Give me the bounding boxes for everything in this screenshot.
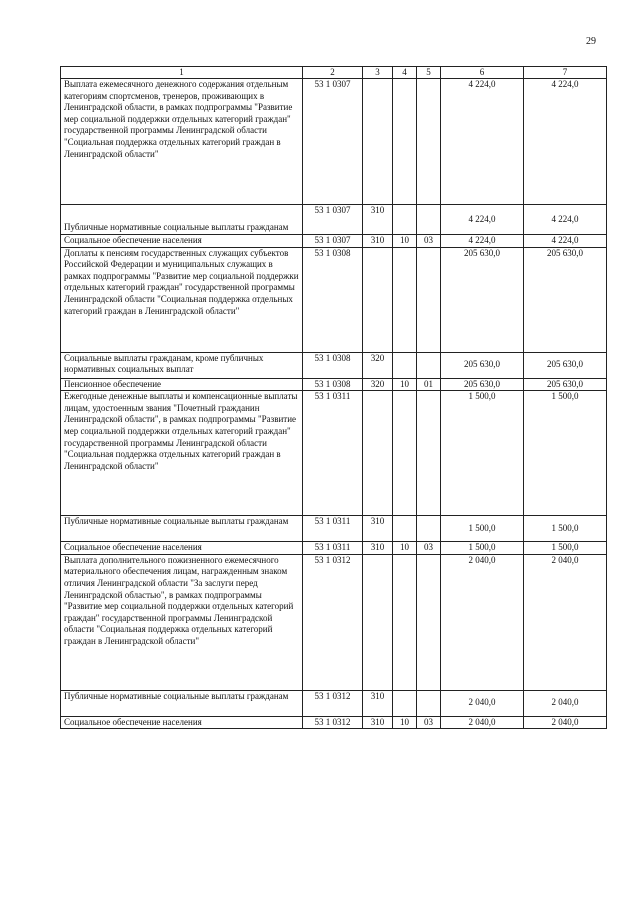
budget-table (60, 66, 607, 729)
row-section: 10 (393, 378, 417, 391)
row-code: 53 1 0312 (303, 716, 363, 729)
row-amount-col7: 205 630,0 (524, 378, 607, 391)
row-section (393, 79, 417, 205)
row-expense-type: 310 (363, 205, 393, 235)
row-name: Доплаты к пенсиям государственных служащих субъектов Российской Федерации и муниципальных служащих в рамках подпрограммы "Развитие мер социальной поддержки отдельных категорий граждан" государственной программы Ленинградской области "Социальная поддержка отдельных категорий граждан в Ленинградской области" (61, 247, 303, 352)
header-cell: 5 (417, 67, 441, 79)
row-amount-col6: 1 500,0 (441, 391, 524, 516)
row-expense-type (363, 79, 393, 205)
row-subsection (417, 554, 441, 690)
row-code: 53 1 0307 (303, 235, 363, 248)
row-code: 53 1 0311 (303, 542, 363, 555)
header-cell: 1 (61, 67, 303, 79)
row-code: 53 1 0308 (303, 378, 363, 391)
row-expense-type: 310 (363, 516, 393, 542)
header-cell: 7 (524, 67, 607, 79)
row-name: Социальное обеспечение населения (61, 235, 303, 248)
row-expense-type: 320 (363, 352, 393, 378)
row-subsection: 03 (417, 542, 441, 555)
table-row (61, 79, 607, 205)
row-section (393, 516, 417, 542)
row-amount-col6: 2 040,0 (441, 716, 524, 729)
row-amount-col6: 1 500,0 (441, 516, 524, 542)
row-expense-type: 310 (363, 690, 393, 716)
header-cell: 3 (363, 67, 393, 79)
row-expense-type (363, 554, 393, 690)
table-row (61, 205, 607, 235)
row-amount-col7: 205 630,0 (524, 247, 607, 352)
row-amount-col6: 1 500,0 (441, 542, 524, 555)
row-amount-col6: 205 630,0 (441, 378, 524, 391)
row-amount-col7: 2 040,0 (524, 716, 607, 729)
row-amount-col7: 2 040,0 (524, 690, 607, 716)
row-expense-type (363, 247, 393, 352)
row-code: 53 1 0311 (303, 391, 363, 516)
row-expense-type: 310 (363, 542, 393, 555)
row-subsection (417, 690, 441, 716)
row-subsection (417, 391, 441, 516)
row-code: 53 1 0312 (303, 554, 363, 690)
row-subsection (417, 516, 441, 542)
table-row (61, 542, 607, 555)
row-name: Социальные выплаты гражданам, кроме публичных нормативных социальных выплат (61, 352, 303, 378)
row-code: 53 1 0307 (303, 79, 363, 205)
table-header-row (61, 67, 607, 79)
row-amount-col7: 205 630,0 (524, 352, 607, 378)
row-code: 53 1 0308 (303, 352, 363, 378)
row-section: 10 (393, 542, 417, 555)
row-name: Публичные нормативные социальные выплаты гражданам (61, 690, 303, 716)
row-section: 10 (393, 235, 417, 248)
table-row (61, 247, 607, 352)
row-amount-col6: 4 224,0 (441, 205, 524, 235)
row-code: 53 1 0311 (303, 516, 363, 542)
table-row (61, 716, 607, 729)
row-section (393, 554, 417, 690)
row-section (393, 391, 417, 516)
header-cell: 4 (393, 67, 417, 79)
row-amount-col7: 1 500,0 (524, 542, 607, 555)
row-name: Социальное обеспечение населения (61, 542, 303, 555)
row-expense-type: 310 (363, 235, 393, 248)
row-section: 10 (393, 716, 417, 729)
row-name: Публичные нормативные социальные выплаты гражданам (61, 205, 303, 235)
row-amount-col7: 4 224,0 (524, 235, 607, 248)
row-amount-col6: 2 040,0 (441, 554, 524, 690)
table-row (61, 516, 607, 542)
row-subsection (417, 247, 441, 352)
row-name: Социальное обеспечение населения (61, 716, 303, 729)
header-cell: 2 (303, 67, 363, 79)
row-amount-col7: 2 040,0 (524, 554, 607, 690)
row-section (393, 352, 417, 378)
row-code: 53 1 0308 (303, 247, 363, 352)
row-subsection (417, 352, 441, 378)
row-section (393, 247, 417, 352)
row-amount-col6: 4 224,0 (441, 79, 524, 205)
table-row (61, 352, 607, 378)
header-cell: 6 (441, 67, 524, 79)
row-name: Ежегодные денежные выплаты и компенсационные выплаты лицам, удостоенным звания "Почетный гражданин Ленинградской области", в рамках подпрограммы "Развитие мер социальной поддержки отдельных категорий граждан" государственной программы Ленинградской области "Социальная поддержка отдельных категорий граждан в Ленинградской области" (61, 391, 303, 516)
row-subsection (417, 79, 441, 205)
table-row (61, 690, 607, 716)
row-code: 53 1 0312 (303, 690, 363, 716)
row-amount-col7: 4 224,0 (524, 205, 607, 235)
page-number: 29 (586, 36, 596, 47)
row-name: Публичные нормативные социальные выплаты гражданам (61, 516, 303, 542)
row-amount-col6: 2 040,0 (441, 690, 524, 716)
row-expense-type: 310 (363, 716, 393, 729)
row-expense-type: 320 (363, 378, 393, 391)
row-name: Выплата дополнительного пожизненного ежемесячного материального обеспечения лицам, награжденным знаком отличия Ленинградской области "За заслуги перед Ленинградской областью", в рамках подпрограммы "Развитие мер социальной поддержки отдельных категорий граждан" государственной программы Ленинградской области "Социальная поддержка отдельных категорий граждан в Ленинградской области" (61, 554, 303, 690)
table-row (61, 235, 607, 248)
row-subsection: 03 (417, 235, 441, 248)
row-code: 53 1 0307 (303, 205, 363, 235)
table-row (61, 391, 607, 516)
row-amount-col6: 205 630,0 (441, 247, 524, 352)
row-amount-col6: 4 224,0 (441, 235, 524, 248)
row-expense-type (363, 391, 393, 516)
row-subsection: 01 (417, 378, 441, 391)
row-name: Выплата ежемесячного денежного содержания отдельным категориям спортсменов, тренеров, проживающих в Ленинградской области, в рамках подпрограммы "Развитие мер социальной поддержки отдельных категорий граждан" государственной программы Ленинградской области "Социальная поддержка отдельных категорий граждан в Ленинградской области" (61, 79, 303, 205)
table-row (61, 378, 607, 391)
row-section (393, 690, 417, 716)
row-amount-col6: 205 630,0 (441, 352, 524, 378)
row-amount-col7: 1 500,0 (524, 391, 607, 516)
row-section (393, 205, 417, 235)
table-row (61, 554, 607, 690)
row-name: Пенсионное обеспечение (61, 378, 303, 391)
row-subsection: 03 (417, 716, 441, 729)
row-amount-col7: 1 500,0 (524, 516, 607, 542)
row-subsection (417, 205, 441, 235)
row-amount-col7: 4 224,0 (524, 79, 607, 205)
